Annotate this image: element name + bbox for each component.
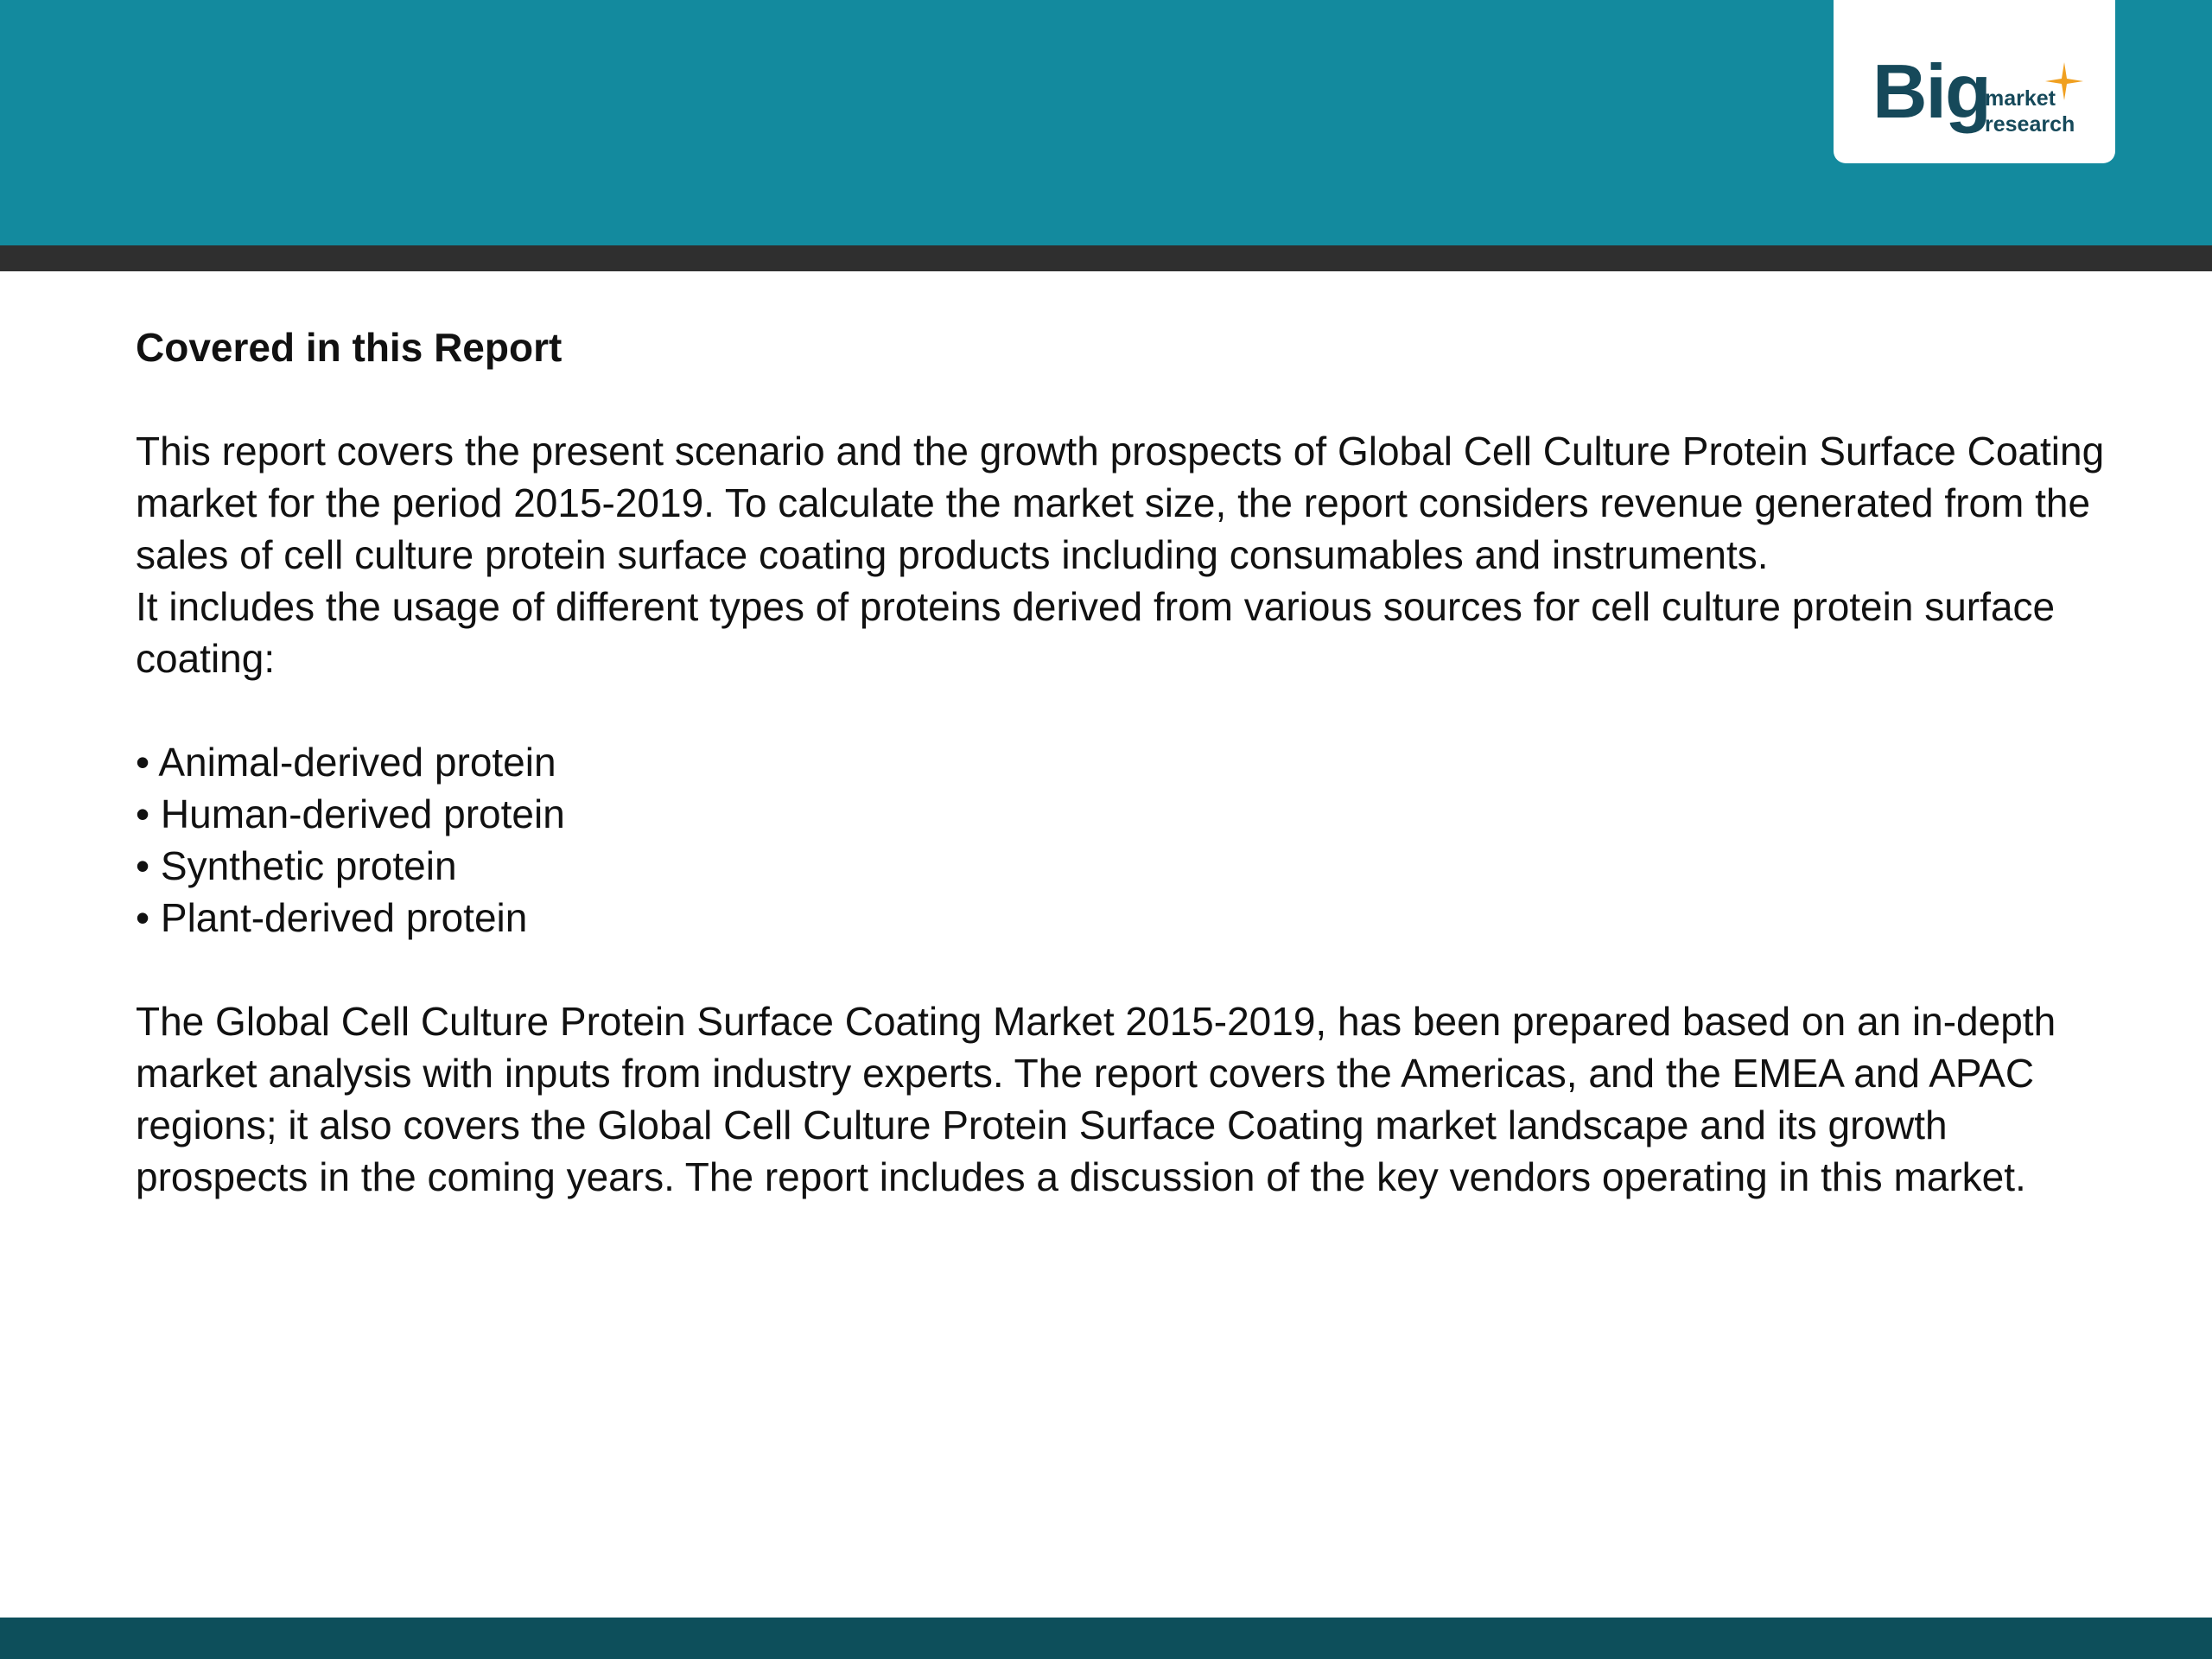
footer-band [0, 1618, 2212, 1659]
spacer [136, 944, 2123, 995]
list-item: • Animal-derived protein [136, 740, 556, 785]
logo-big-text: Big [1872, 48, 1990, 134]
big-market-research-logo [1872, 48, 2106, 149]
list-item: • Human-derived protein [136, 791, 565, 836]
protein-type-list [136, 736, 2123, 944]
summary-paragraph: The Global Cell Culture Protein Surface Coating Market 2015-2019, has been prepared based on an in-depth market analysis with inputs from industry experts. The report covers the Americas, and the EMEA and APAC regions; it also covers the Global Cell Culture Protein Surface Coating market landscape and its growth prospects in the coming years. The report includes a discussion of the key vendors operating in this market. [136, 999, 2056, 1199]
section-heading: Covered in this Report [136, 325, 563, 370]
spacer [136, 373, 2123, 425]
protein-sources-paragraph: It includes the usage of different types of proteins derived from various sources for cell culture protein surface coating: [136, 584, 2056, 681]
list-item: • Synthetic protein [136, 843, 457, 888]
header-divider-strip [0, 245, 2212, 271]
report-content [136, 321, 2123, 1203]
logo-market-text: market [1985, 86, 2056, 111]
sparkle-star-icon [2045, 62, 2083, 100]
spacer [136, 684, 2123, 736]
logo-card [1834, 0, 2115, 163]
logo-research-text: research [1985, 112, 2075, 137]
list-item: • Plant-derived protein [136, 895, 528, 940]
intro-paragraph: This report covers the present scenario and the growth prospects of Global Cell Culture Protein Surface Coating market for the period 2015-2019. To calculate the market size, the report considers revenue generated from the sales of cell culture protein surface coating products including consumables and instruments. [136, 429, 2105, 577]
